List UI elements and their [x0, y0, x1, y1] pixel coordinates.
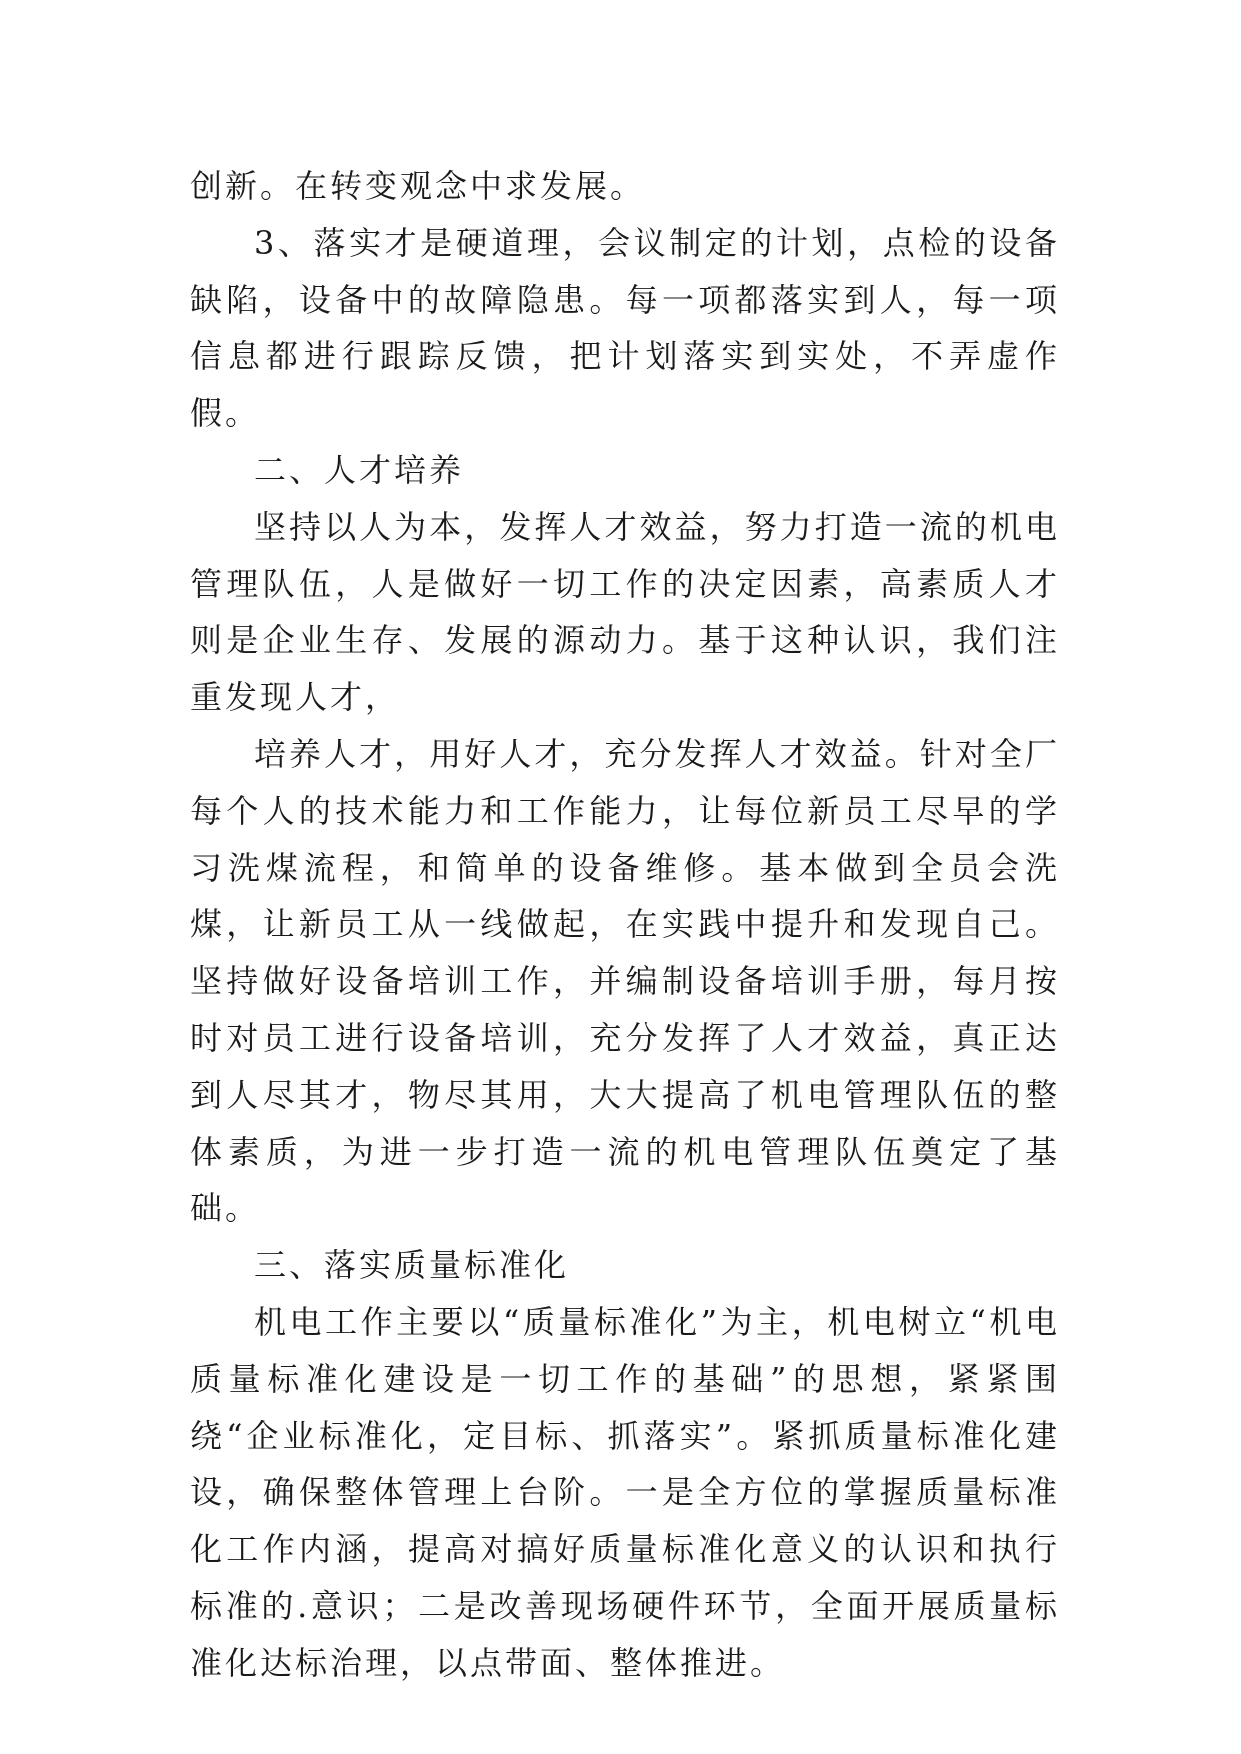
section-heading-talent: 二、人才培养 — [254, 450, 465, 489]
paragraph-item-3: 3、落实才是硬道理，会议制定的计划，点检的设备缺陷，设备中的故障隐患。每一项都落实到人，每一项信息都进行跟踪反馈，把计划落实到实处，不弄虚作假。 — [190, 223, 1060, 433]
paragraph-talent-training: 培养人才，用好人才，充分发挥人才效益。针对全厂每个人的技术能力和工作能力，让每位新员工尽早的学习洗煤流程，和简单的设备维修。基本做到全员会洗煤，让新员工从一线做起，在实践中提升和发现自己。坚持做好设备培训工作，并编制设备培训手册，每月按时对员工进行设备培训，充分发挥了人才效益，真正达到人尽其才，物尽其用，大大提高了机电管理队伍的整体素质，为进一步打造一流的机电管理队伍奠定了基础。 — [190, 734, 1060, 1228]
paragraph-continuation: 创新。在转变观念中求发展。 — [190, 167, 646, 205]
document-body — [190, 158, 1060, 1692]
paragraph-quality: 机电工作主要以“质量标准化”为主，机电树立“机电质量标准化建设是一切工作的基础”的思想，紧紧围绕“企业标准化，定目标、抓落实”。紧抓质量标准化建设，确保整体管理上台阶。一是全方位的掌握质量标准化工作内涵，提高对搞好质量标准化意义的认识和执行标准的.意识；二是改善现场硬件环节，全面开展质量标准化达标治理，以点带面、整体推进。 — [190, 1302, 1060, 1682]
section-heading-quality: 三、落实质量标准化 — [254, 1246, 570, 1285]
paragraph-talent-intro: 坚持以人为本，发挥人才效益，努力打造一流的机电管理队伍，人是做好一切工作的决定因素，高素质人才则是企业生存、发展的源动力。基于这种认识，我们注重发现人才， — [190, 507, 1060, 717]
